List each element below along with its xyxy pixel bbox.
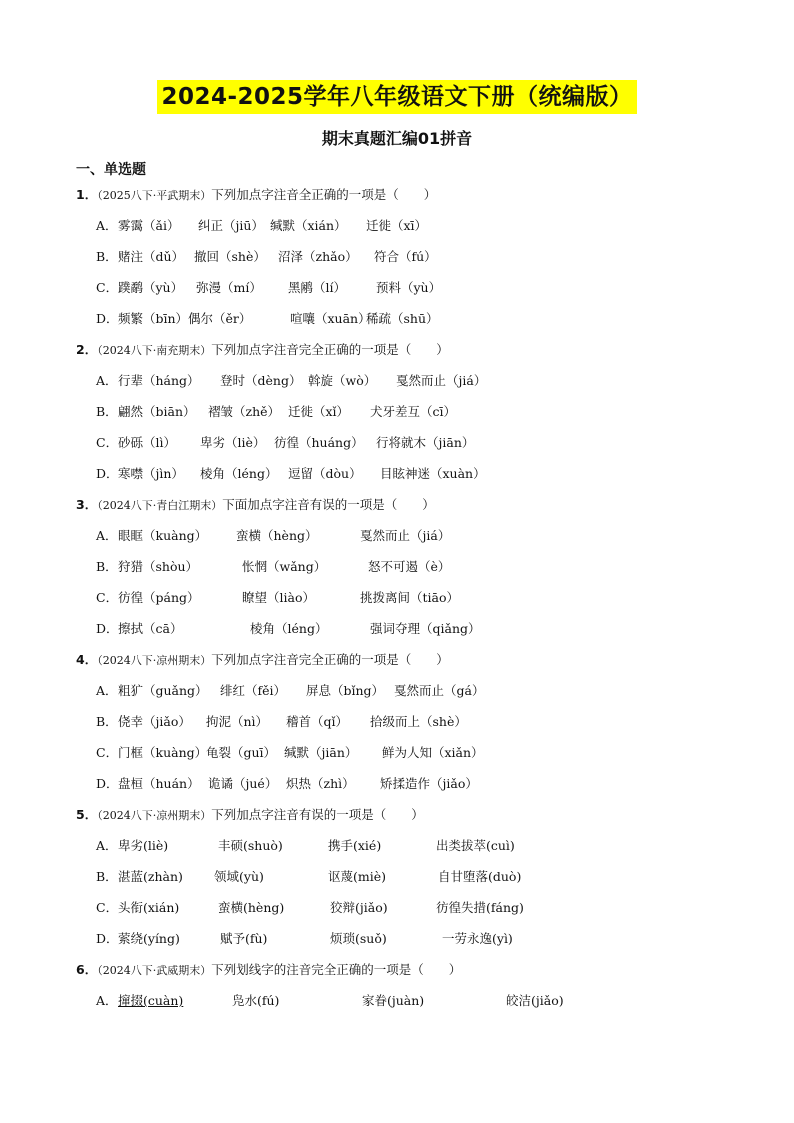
option-item: 怅惘（wǎng） [242, 559, 327, 574]
option-item: 彷徨（páng） [118, 590, 200, 605]
option-item: 雾霭（ǎi） [118, 218, 180, 233]
option-label: B． [96, 249, 118, 264]
question-stem [76, 803, 736, 834]
option-item: 家眷(juàn) [362, 993, 425, 1008]
option-item: 喧嚷（xuān） [290, 311, 371, 326]
option-item: 寒噤（jìn） [118, 466, 184, 481]
option-item: 门框（kuàng） [118, 745, 208, 760]
option-item: 偶尔（ěr） [188, 311, 252, 326]
option-item: 赌注（dǔ） [118, 249, 185, 264]
option-item: 弥漫（mí） [196, 280, 262, 295]
option-item: 挑拨离间（tiāo） [360, 590, 459, 605]
option-item: 丰硕(shuò) [218, 838, 283, 853]
option-label: A． [96, 373, 118, 388]
question-stem [76, 183, 736, 214]
answer-option [76, 431, 736, 462]
option-item: 迁徙（xī） [366, 218, 428, 233]
question-stem [76, 958, 736, 989]
option-item: 携手(xié) [328, 838, 382, 853]
option-item: 频繁（bīn） [118, 311, 189, 326]
option-item: 棱角（léng） [200, 466, 278, 481]
option-item: 彷徨失措(fáng) [436, 900, 524, 915]
option-item: 粗犷（guǎng） [118, 683, 208, 698]
question-number: 3． [76, 497, 98, 512]
option-item: 缄默（jiān） [284, 745, 358, 760]
answer-option [76, 462, 736, 493]
answer-option [76, 927, 736, 958]
option-item: 狡辩(jiǎo) [330, 900, 388, 915]
option-item: 讴蔑(miè) [328, 869, 387, 884]
question-source: （2025八下·平武期末） [97, 189, 212, 202]
answer-option [76, 276, 736, 307]
question-number: 4． [76, 652, 98, 667]
option-item: 彷徨（huáng） [274, 435, 364, 450]
question-number: 1． [76, 187, 98, 202]
answer-option [76, 369, 736, 400]
answer-option [76, 834, 736, 865]
option-item: 符合（fú） [374, 249, 437, 264]
option-item: 萦绕(yíng) [118, 931, 180, 946]
option-item: 犬牙差互（cī） [370, 404, 456, 419]
option-label: B． [96, 404, 118, 419]
option-label: D． [96, 311, 119, 326]
question-source: （2024八下·武威期末） [97, 964, 212, 977]
answer-option [76, 741, 736, 772]
option-item: 皎洁(jiǎo) [506, 993, 564, 1008]
question-source: （2024八下·凉州期末） [97, 654, 212, 667]
question-number: 5． [76, 807, 98, 822]
option-label: B． [96, 559, 118, 574]
option-item: 赋予(fù) [220, 931, 268, 946]
option-item: 龟裂（guī） [206, 745, 277, 760]
option-item: 烦琐(suǒ) [330, 931, 387, 946]
option-item: 戛然而止（jiá） [396, 373, 487, 388]
question-text: 下面加点字注音有误的一项是（ ） [222, 497, 435, 512]
option-item: 迁徙（xǐ） [288, 404, 350, 419]
option-label: D． [96, 466, 119, 481]
option-item: 绯红（fěi） [220, 683, 287, 698]
question-text: 下列划线字的注音完全正确的一项是（ ） [211, 962, 462, 977]
answer-option [76, 245, 736, 276]
answer-option [76, 617, 736, 648]
option-item: 自甘堕落(duò) [438, 869, 522, 884]
option-item: 湛蓝(zhàn) [118, 869, 183, 884]
option-item: 一劳永逸(yì) [442, 931, 513, 946]
answer-option [76, 555, 736, 586]
option-label: D． [96, 931, 119, 946]
option-item: 鲜为人知（xiǎn） [382, 745, 484, 760]
document-title: 2024-2025学年八年级语文下册（统编版） [157, 80, 636, 114]
question-number: 6． [76, 962, 98, 977]
option-item: 褶皱（zhě） [208, 404, 281, 419]
option-item: 怒不可遏（è） [368, 559, 451, 574]
option-item: 翩然（biān） [118, 404, 196, 419]
option-item: 斡旋（wò） [308, 373, 377, 388]
answer-option [76, 865, 736, 896]
option-item: 目眩神迷（xuàn） [380, 466, 486, 481]
option-item: 预料（yù） [376, 280, 442, 295]
option-label: B． [96, 714, 118, 729]
option-label: D． [96, 621, 119, 636]
question-source: （2024八下·南充期末） [97, 344, 212, 357]
option-item: 戛然而止（jiá） [360, 528, 451, 543]
answer-option [76, 710, 736, 741]
option-label: A． [96, 838, 118, 853]
option-label: D． [96, 776, 119, 791]
option-item: 行将就木（jiān） [376, 435, 475, 450]
option-item: 纠正（jiū） [198, 218, 264, 233]
answer-option [76, 772, 736, 803]
option-item: 黑鹇（lí） [288, 280, 346, 295]
option-item: 领域(yù) [214, 869, 264, 884]
question-list [76, 183, 736, 1020]
option-label: A． [96, 528, 118, 543]
option-item: 诡谲（jué） [208, 776, 278, 791]
document-subtitle: 期末真题汇编01拼音 [321, 129, 473, 148]
option-item: 盘桓（huán） [118, 776, 200, 791]
option-item: 侥幸（jiǎo） [118, 714, 191, 729]
option-item: 卑劣（liè） [200, 435, 266, 450]
option-item: 拾级而上（shè） [370, 714, 467, 729]
question-text: 下列加点字注音全正确的一项是（ ） [211, 187, 437, 202]
answer-option [76, 989, 736, 1020]
title-container [0, 80, 794, 114]
option-item: 行辈（háng） [118, 373, 200, 388]
option-item: 瞭望（liào） [242, 590, 315, 605]
option-label: A． [96, 218, 118, 233]
option-item: 炽热（zhì） [286, 776, 355, 791]
option-label: C． [96, 900, 119, 915]
option-item: 撺掇(cuàn) [118, 993, 184, 1008]
option-item: 蛮横（hèng） [236, 528, 318, 543]
question-text: 下列加点字注音完全正确的一项是（ ） [211, 652, 449, 667]
option-item: 卑劣(liè) [118, 838, 169, 853]
option-item: 逗留（dòu） [288, 466, 362, 481]
question-text: 下列加点字注音完全正确的一项是（ ） [211, 342, 449, 357]
answer-option [76, 307, 736, 338]
option-item: 戛然而止（gá） [394, 683, 485, 698]
section-heading: 一、单选题 [76, 162, 146, 178]
answer-option [76, 586, 736, 617]
option-item: 擦拭（cā） [118, 621, 183, 636]
answer-option [76, 214, 736, 245]
option-item: 稀疏（shū） [366, 311, 439, 326]
option-item: 棱角（léng） [250, 621, 328, 636]
option-item: 强词夺理（qiǎng） [370, 621, 481, 636]
answer-option [76, 896, 736, 927]
option-item: 矫揉造作（jiǎo） [380, 776, 478, 791]
question-stem [76, 338, 736, 369]
question-text: 下列加点字注音有误的一项是（ ） [211, 807, 424, 822]
option-item: 撤回（shè） [194, 249, 266, 264]
option-item: 沼泽（zhǎo） [278, 249, 358, 264]
option-item: 拘泥（nì） [206, 714, 269, 729]
question-source: （2024八下·青白江期末） [97, 499, 223, 512]
option-label: A． [96, 993, 118, 1008]
option-label: C． [96, 280, 119, 295]
question-number: 2． [76, 342, 98, 357]
question-source: （2024八下·凉州期末） [97, 809, 212, 822]
option-item: 头衔(xián) [118, 900, 180, 915]
option-label: A． [96, 683, 118, 698]
option-item: 出类拔萃(cuì) [436, 838, 515, 853]
option-item: 稽首（qǐ） [286, 714, 348, 729]
option-label: C． [96, 435, 119, 450]
option-item: 凫水(fú) [232, 993, 280, 1008]
option-label: C． [96, 590, 119, 605]
option-item: 缄默（xián） [270, 218, 347, 233]
question-stem [76, 648, 736, 679]
option-item: 登时（dèng） [220, 373, 302, 388]
option-item: 眼眶（kuàng） [118, 528, 208, 543]
option-item: 蛮横(hèng) [218, 900, 285, 915]
answer-option [76, 400, 736, 431]
option-label: C． [96, 745, 119, 760]
option-label: B． [96, 869, 118, 884]
option-item: 蹼鹬（yù） [118, 280, 184, 295]
option-item: 狩猎（shòu） [118, 559, 199, 574]
option-item: 砂砾（lì） [118, 435, 176, 450]
answer-option [76, 679, 736, 710]
option-item: 屏息（bǐng） [306, 683, 385, 698]
answer-option [76, 524, 736, 555]
question-stem [76, 493, 736, 524]
